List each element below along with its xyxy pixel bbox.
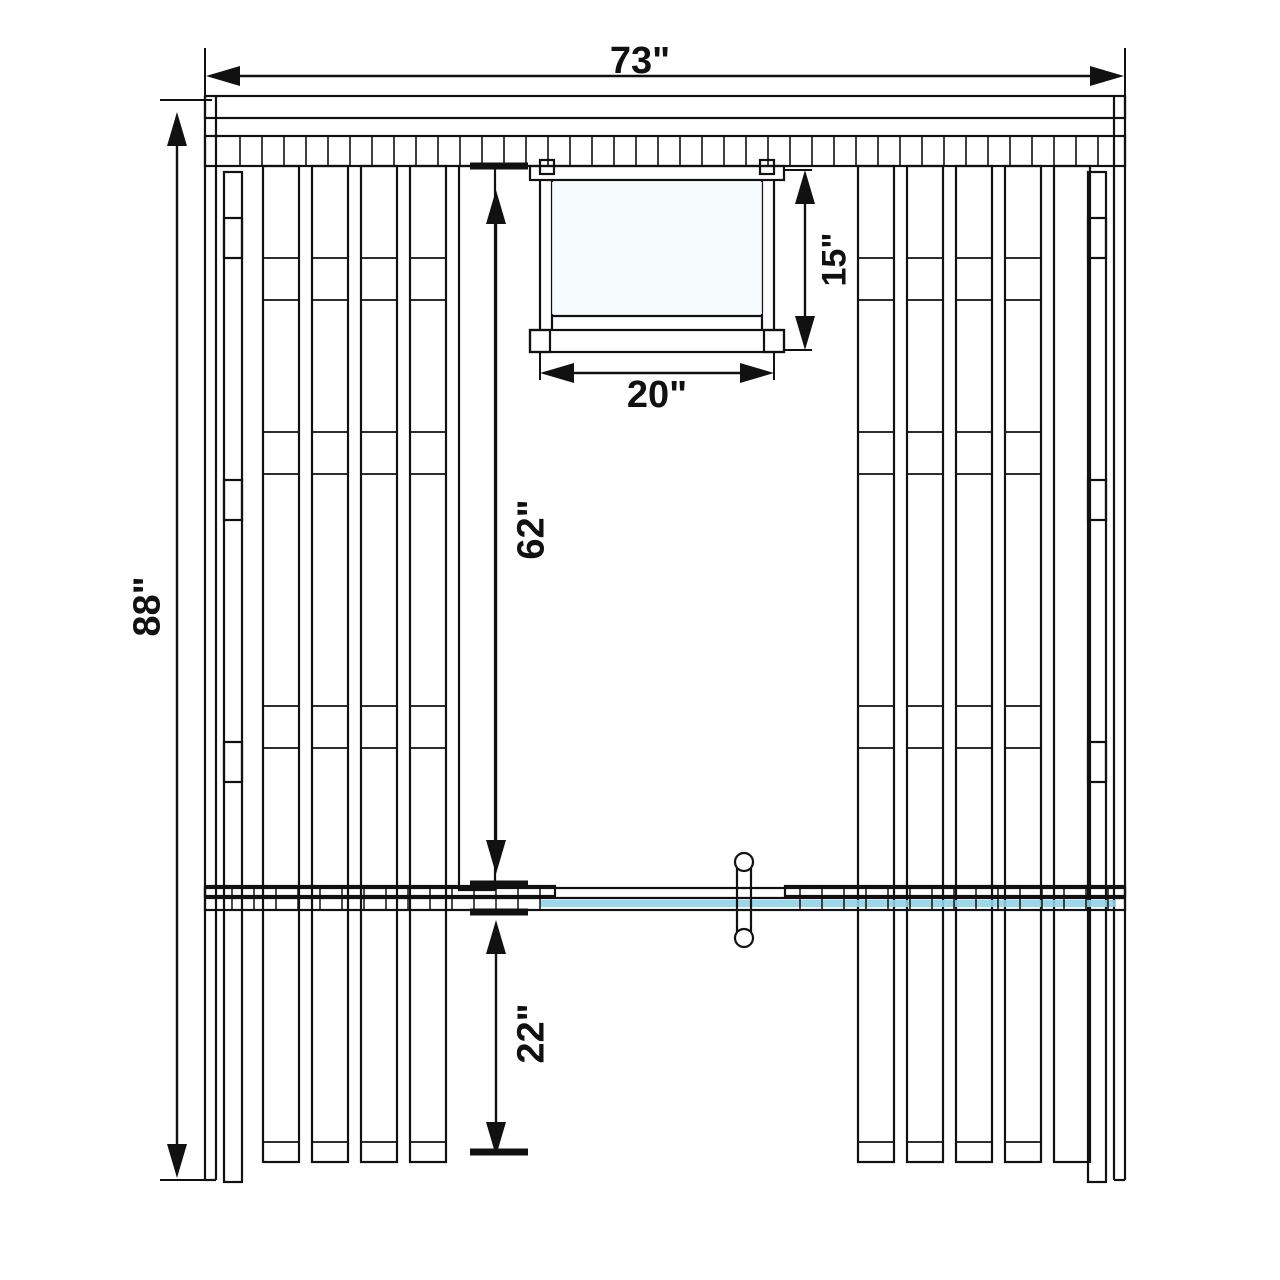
dimension-label-15: 15": [815, 232, 854, 287]
dimension-22-arrow: [486, 920, 506, 1156]
dimension-15-arrow: [784, 170, 815, 350]
top-header-rail: [205, 96, 1125, 166]
dimension-label-62: 62": [510, 499, 553, 560]
dimension-62-arrow: [486, 190, 506, 874]
dimension-label-20: 20": [626, 374, 688, 416]
dimension-label-22: 22": [510, 1003, 553, 1064]
dimension-label-88: 88": [126, 576, 169, 637]
right-louver-slat-group: [858, 166, 1106, 1182]
dimension-88-arrow: [167, 112, 187, 1178]
left-louver-slat-group: [224, 166, 495, 1182]
dimension-label-73: 73": [609, 40, 671, 82]
